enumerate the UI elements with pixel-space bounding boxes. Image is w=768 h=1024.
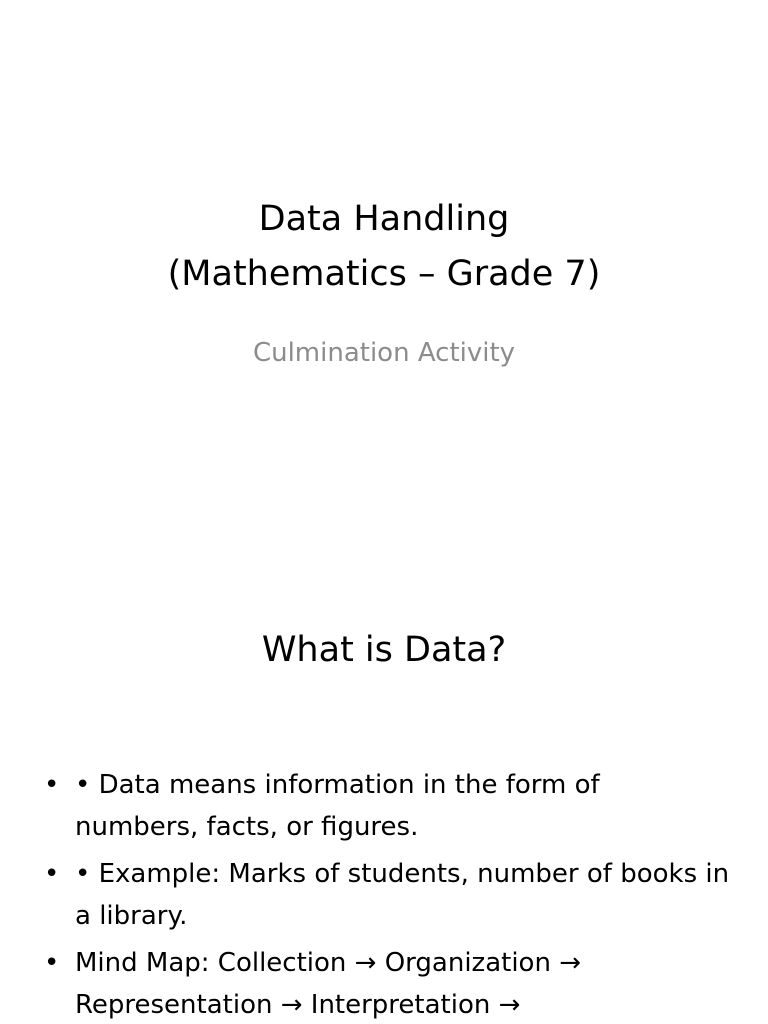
- slide-what-is-data: [0, 576, 768, 1024]
- bullet-item-example: [40, 853, 730, 937]
- bullet-marker: •: [44, 770, 60, 800]
- bullet-marker: •: [44, 859, 60, 889]
- title-line-main: Data Handling: [258, 199, 510, 239]
- title-line-subject: (Mathematics – Grade 7): [167, 254, 601, 294]
- bullet-text: • Example: Marks of students, number of books in a library.: [75, 859, 730, 931]
- bullet-list: [40, 764, 730, 1024]
- bullet-text: • Data means information in the form of numbers, facts, or figures.: [75, 770, 600, 842]
- slide-heading: What is Data?: [261, 630, 507, 670]
- bullet-marker: •: [44, 948, 60, 978]
- slide-subtitle: Culmination Activity: [252, 338, 516, 368]
- bullet-item-mind-map: [40, 942, 730, 1024]
- bullet-item-definition: [40, 764, 730, 848]
- slide-title-heading: [0, 192, 768, 302]
- bullet-text: Mind Map: Collection → Organization → Representation → Interpretation →: [75, 948, 581, 1020]
